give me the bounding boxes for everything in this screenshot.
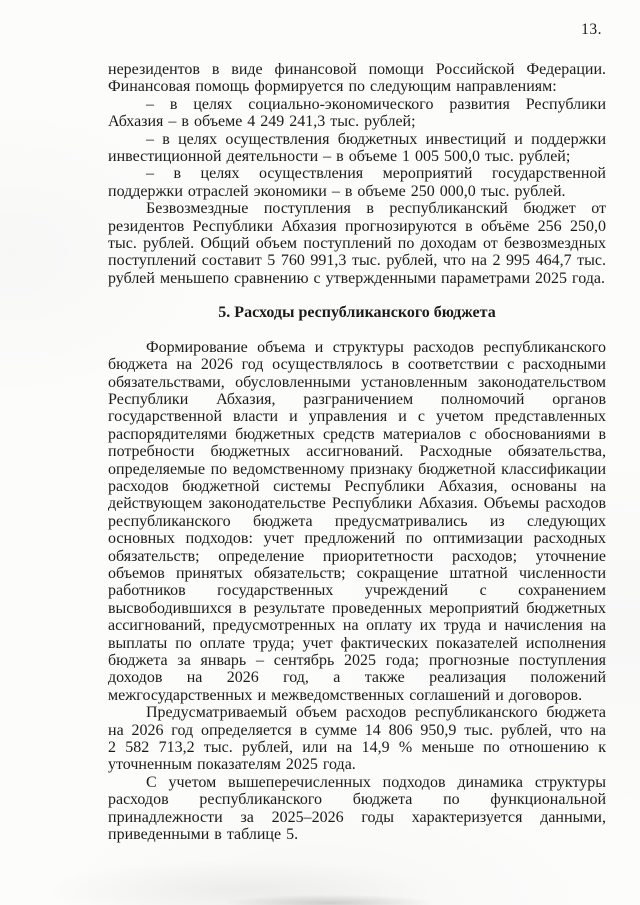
paragraph-financial-aid-intro: нерезидентов в виде финансовой помощи Российской Федерации. Финансовая помощь формируется по следующим направлениям: [108, 61, 606, 96]
section-heading: 5. Расходы республиканского бюджета [218, 304, 496, 322]
list-item-budget-investments: – в целях осуществления бюджетных инвестиций и поддержки инвестиционной деятельности – в объеме 1 005 500,0 тыс. рублей; [108, 130, 606, 166]
list-item-state-support-economy: – в целях осуществления мероприятий государственной поддержки отраслей экономики – в объеме 250 000,0 тыс. рублей. [108, 165, 606, 200]
paragraph-expenditure-formation: Формирование объема и структуры расходов республиканского бюджета на 2026 год осуществлялось в соответствии с расходными обязательствами, обусловленными установленным законодательством Республики Абхазия, разграничением полномочий органов государственной власти и управления и с учетом представленных распорядителями бюджетных средств материалов с обоснованиями в потребности бюджетных ассигнований. Расходные обязательства, определяемые по ведомственному признаку бюджетной классификации расходов бюджетной системы Республики Абхазия, основаны на действующем законодательстве Республики Абхазия. Объемы расходов республиканского бюджета предусматривались из следующих основных подходов: учет предложений по оптимизации расходных обязательств; определение приоритетности расходов; уточнение объемов принятых обязательств; сокращение штатной численности работников государственных учреждений с сохранением высвободившихся в результате проведенных мероприятий бюджетных ассигнований, предусмотренных на оплату их труда и начисления на выплаты по оплате труда; учет фактических показателей исполнения бюджета за январь – сентябрь 2025 года; прогнозные поступления доходов на 2026 год, а также реализация положений межгосударственных и межведомственных соглашений и договоров. [108, 338, 606, 704]
document-content [108, 61, 606, 843]
paragraph-gratuitous-receipts: Безвозмездные поступления в республиканский бюджет от резидентов Республики Абхазия прогнозируются в объёме 256 250,0 тыс. рублей. Общий объем поступлений по доходам от безвозмездных поступлений составит 5 760 991,3 тыс. рублей, что на 2 995 464,7 тыс. рублей меньшепо сравнению с утвержденными параметрами 2025 года. [108, 200, 606, 287]
list-item-social-economic-development: – в целях социально-экономического развития Республики Абхазия – в объеме 4 249 241,3 тыс. рублей; [108, 95, 606, 131]
paragraph-expenditure-total: Предусматриваемый объем расходов республиканского бюджета на 2026 год определяется в сумме 14 806 950,9 тыс. рублей, что на 2 582 713,2 тыс. рублей, или на 14,9 % меньше по отношению к уточненным показателям 2025 года. [108, 704, 606, 774]
page-number: 13. [581, 21, 602, 38]
paragraph-structure-dynamics: С учетом вышеперечисленных подходов динамика структуры расходов республиканского бюджета по функциональной принадлежности за 2025–2026 годы характеризуется данными, приведенными в таблице 5. [108, 773, 606, 844]
